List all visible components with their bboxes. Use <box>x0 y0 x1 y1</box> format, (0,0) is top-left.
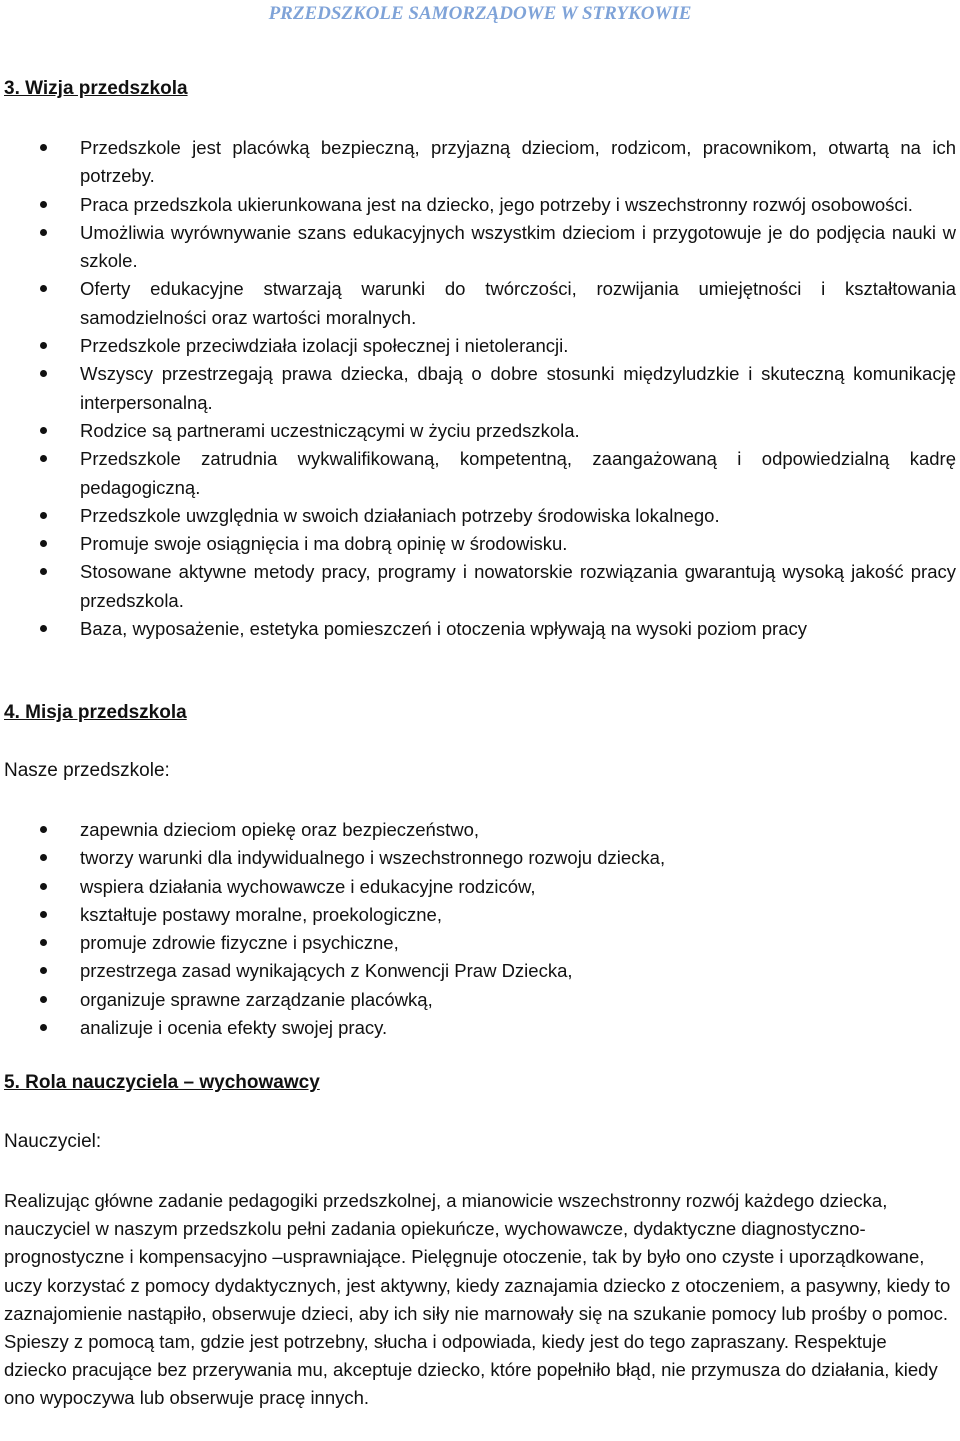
vision-list-item <box>0 191 960 219</box>
bullet-icon <box>40 201 47 208</box>
section-4-subheading: Nasze przedszkole: <box>4 760 170 781</box>
list-item-text: przestrzega zasad wynikających z Konwencji Praw Dziecka, <box>80 960 573 982</box>
bullet-icon <box>40 427 47 434</box>
bullet-icon <box>40 144 47 151</box>
list-item-text: promuje zdrowie fizyczne i psychiczne, <box>80 932 399 954</box>
bullet-icon <box>40 540 47 547</box>
list-item-text: wspiera działania wychowawcze i edukacyjne rodziców, <box>80 875 536 897</box>
list-item-text: kształtuje postawy moralne, proekologiczne, <box>80 903 442 925</box>
vision-list-item <box>0 219 960 276</box>
section-3-heading: 3. Wizja przedszkola <box>4 78 188 99</box>
vision-list-item <box>0 558 960 615</box>
list-item-text: organizuje sprawne zarządzanie placówką, <box>80 988 433 1010</box>
mission-list-item <box>0 901 960 929</box>
vision-list-item <box>0 615 960 643</box>
teacher-role-paragraph: Realizując główne zadanie pedagogiki przedszkolnej, a mianowicie wszechstronny rozwój każdego dziecka, nauczyciel w naszym przedszkolu pełni zadania opiekuńcze, wychowawcze, dydaktyczne diagnostyczno-prognostyczne i kompensacyjno –usprawniające. Pielęgnuje otoczenie, tak by było ono czyste i uporządkowane, uczy korzystać z pomocy dydaktycznych, jest aktywny, kiedy zaznajamia dziecko z otoczeniem, a pasywny, kiedy to zaznajomienie nastąpiło, obserwuje dzieci, aby ich siły nie marnowały się na szukanie pomocy lub prośby o pomoc. Spieszy z pomocą tam, gdzie jest potrzebny, słucha i odpowiada, kiedy jest do tego zapraszany. Respektuje dziecko pracujące bez przerywania mu, akceptuje dziecko, które popełniło błąd, nie przymusza do działania, kiedy ono wypoczywa lub obserwuje pracę innych. <box>4 1190 951 1409</box>
vision-list-item <box>0 445 960 502</box>
list-item-text: Promuje swoje osiągnięcia i ma dobrą opinię w środowisku. <box>80 533 568 555</box>
bullet-icon <box>40 625 47 632</box>
bullet-icon <box>40 883 47 890</box>
mission-list-item <box>0 929 960 957</box>
bullet-icon <box>40 455 47 462</box>
bullet-icon <box>40 370 47 377</box>
bullet-icon <box>40 568 47 575</box>
mission-list-item <box>0 844 960 872</box>
vision-list-item <box>0 134 960 191</box>
list-item-text: Wszyscy przestrzegają prawa dziecka, dbają o dobre stosunki międzyludzkie i skuteczną komunikację interpersonalną. <box>80 363 956 413</box>
list-item-text: Rodzice są partnerami uczestniczącymi w życiu przedszkola. <box>80 419 580 441</box>
list-item-text: Stosowane aktywne metody pracy, programy i nowatorskie rozwiązania gwarantują wysoką jakość pracy przedszkola. <box>80 561 956 611</box>
list-item-text: Przedszkole zatrudnia wykwalifikowaną, kompetentną, zaangażowaną i odpowiedzialną kadrę pedagogiczną. <box>80 448 956 498</box>
section-5-heading: 5. Rola nauczyciela – wychowawcy <box>4 1072 320 1093</box>
bullet-icon <box>40 996 47 1003</box>
vision-list-item <box>0 417 960 445</box>
bullet-icon <box>40 1024 47 1031</box>
vision-list-item <box>0 275 960 332</box>
bullet-icon <box>40 854 47 861</box>
list-item-text: Praca przedszkola ukierunkowana jest na dziecko, jego potrzeby i wszechstronny rozwój osobowości. <box>80 193 913 215</box>
list-item-text: zapewnia dzieciom opiekę oraz bezpieczeństwo, <box>80 819 479 840</box>
bullet-icon <box>40 911 47 918</box>
list-item-text: analizuje i ocenia efekty swojej pracy. <box>80 1017 388 1039</box>
bullet-icon <box>40 285 47 292</box>
vision-list <box>0 134 960 643</box>
running-header: PRZEDSZKOLE SAMORZĄDOWE W STRYKOWIE <box>268 3 692 24</box>
list-item-text: Przedszkole jest placówką bezpieczną, przyjazną dzieciom, rodzicom, pracownikom, otwartą na ich potrzeby. <box>80 137 956 187</box>
list-item-text: Przedszkole uwzględnia w swoich działaniach potrzeby środowiska lokalnego. <box>80 504 720 526</box>
section-4-heading: 4. Misja przedszkola <box>4 702 187 723</box>
section-5-subheading: Nauczyciel: <box>4 1131 102 1152</box>
vision-list-item <box>0 332 960 360</box>
mission-list-item <box>0 873 960 901</box>
bullet-icon <box>40 229 47 236</box>
bullet-icon <box>40 939 47 946</box>
bullet-icon <box>40 512 47 519</box>
bullet-icon <box>40 826 47 833</box>
mission-list-item <box>0 1014 960 1042</box>
mission-list-item <box>0 957 960 985</box>
list-item-text: Przedszkole przeciwdziała izolacji społecznej i nietolerancji. <box>80 335 569 357</box>
list-item-text: tworzy warunki dla indywidualnego i wszechstronnego rozwoju dziecka, <box>80 847 666 869</box>
mission-list-item <box>0 986 960 1014</box>
vision-list-item <box>0 360 960 417</box>
bullet-icon <box>40 967 47 974</box>
bullet-icon <box>40 342 47 349</box>
mission-list <box>0 816 960 1042</box>
list-item-text: Umożliwia wyrównywanie szans edukacyjnych wszystkim dzieciom i przygotowuje je do podjęcia nauki w szkole. <box>80 221 956 272</box>
vision-list-item <box>0 530 960 558</box>
mission-list-item <box>0 816 960 844</box>
list-item-text: Oferty edukacyjne stwarzają warunki do twórczości, rozwijania umiejętności i kształtowania samodzielności oraz wartości moralnych. <box>80 278 956 328</box>
vision-list-item <box>0 502 960 530</box>
list-item-text: Baza, wyposażenie, estetyka pomieszczeń i otoczenia wpływają na wysoki poziom pracy <box>80 618 807 640</box>
